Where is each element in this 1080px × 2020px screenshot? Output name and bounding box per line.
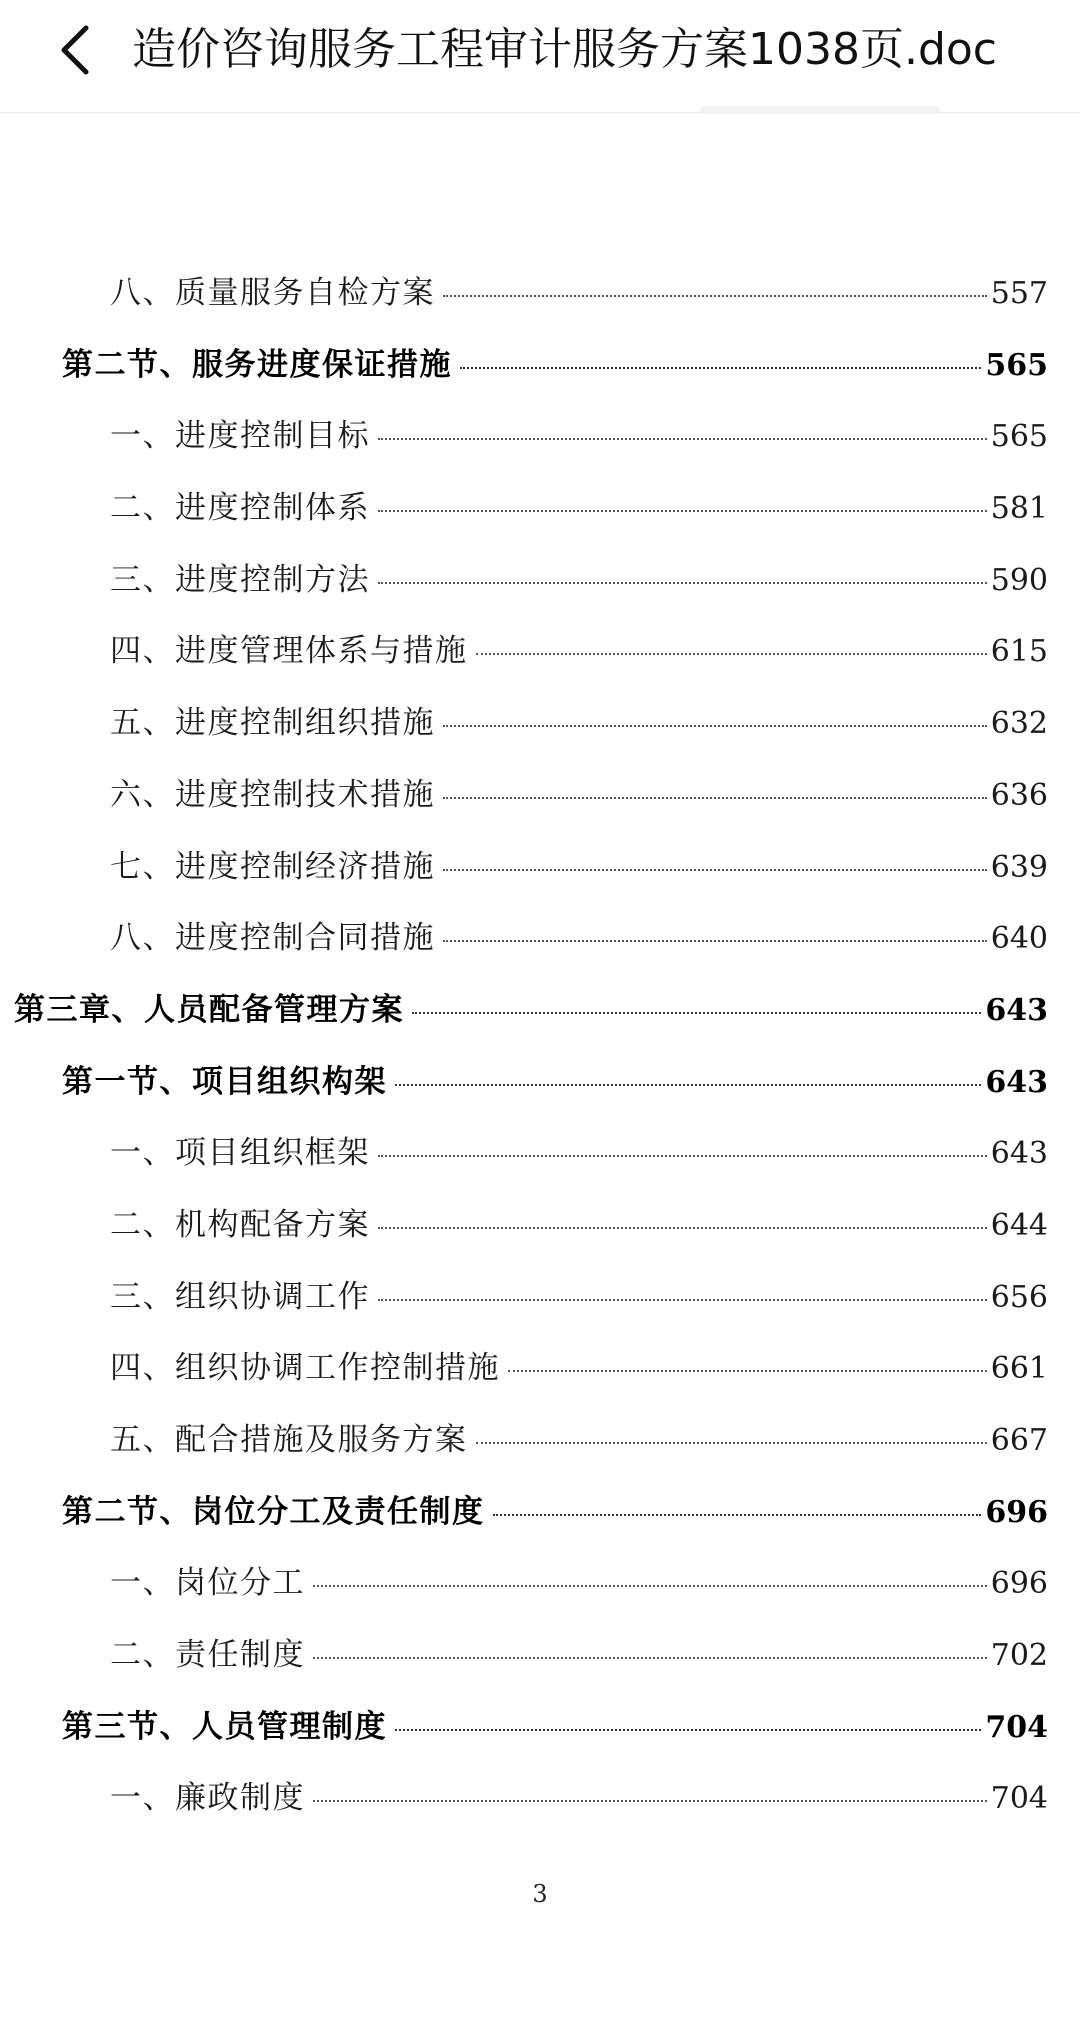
- toc-entry-item[interactable]: [0, 1615, 1080, 1687]
- dot-leader: [378, 1299, 987, 1301]
- chevron-left-icon: [56, 22, 96, 78]
- toc-entry-row: [110, 482, 1048, 526]
- dot-leader: [378, 438, 987, 440]
- toc-entry-title: 第一节、项目组织构架: [62, 1063, 387, 1100]
- dot-leader: [443, 797, 987, 799]
- toc-entry-row: [110, 1629, 1048, 1673]
- toc-entry-title: 第二节、岗位分工及责任制度: [62, 1493, 485, 1530]
- toc-entry-chapter[interactable]: [0, 970, 1080, 1042]
- toc-entry-title: 五、配合措施及服务方案: [110, 1422, 468, 1458]
- toc-entry-page: 565: [990, 419, 1048, 455]
- top-app-bar: [0, 0, 1080, 113]
- toc-entry-page: 656: [990, 1279, 1048, 1315]
- toc-entry-title: 二、机构配备方案: [110, 1206, 370, 1243]
- toc-entry-section[interactable]: [0, 1687, 1080, 1759]
- toc-entry-row: [110, 1557, 1048, 1601]
- toc-entry-title: 八、进度控制合同措施: [110, 920, 435, 957]
- document-title: 造价咨询服务工程审计服务方案1038页.doc: [132, 24, 998, 75]
- toc-entry-title: 一、廉政制度: [110, 1780, 305, 1817]
- dot-leader: [313, 1585, 987, 1587]
- table-of-contents: [0, 253, 1080, 1830]
- toc-entry-title: 第三节、人员管理制度: [62, 1708, 387, 1745]
- dot-leader: [313, 1800, 987, 1802]
- toc-entry-page: 702: [990, 1638, 1048, 1674]
- toc-entry-page: 696: [985, 1494, 1048, 1530]
- toc-entry-row: [14, 984, 1048, 1028]
- toc-entry-row: [110, 554, 1048, 598]
- toc-entry-title: 一、岗位分工: [110, 1565, 305, 1602]
- page-number: 3: [532, 1880, 548, 1908]
- toc-entry-row: [110, 1199, 1048, 1243]
- toc-entry-row: [62, 1486, 1048, 1530]
- toc-entry-title: 八、质量服务自检方案: [110, 275, 435, 311]
- toc-entry-page: 661: [990, 1351, 1048, 1387]
- toc-entry-section[interactable]: [0, 1472, 1080, 1544]
- toc-entry-row: [110, 410, 1048, 454]
- dot-leader: [443, 295, 987, 297]
- dot-leader: [378, 1227, 987, 1229]
- toc-entry-row: [110, 769, 1048, 813]
- header-shadow: [700, 106, 940, 114]
- toc-entry-page: 667: [990, 1423, 1048, 1458]
- toc-entry-page: 590: [990, 562, 1048, 598]
- toc-entry-row: [110, 841, 1048, 885]
- toc-entry-title: 一、项目组织框架: [110, 1135, 370, 1172]
- toc-entry-row: [110, 1127, 1048, 1171]
- toc-entry-item[interactable]: [0, 540, 1080, 612]
- toc-entry-page: 565: [985, 347, 1048, 383]
- toc-entry-page: 636: [990, 777, 1048, 813]
- toc-entry-page: 704: [985, 1709, 1048, 1745]
- toc-entry-title: 第三章、人员配备管理方案: [14, 991, 404, 1028]
- toc-entry-page: 704: [990, 1781, 1048, 1817]
- toc-entry-row: [110, 1772, 1048, 1816]
- toc-entry-item[interactable]: [0, 1400, 1080, 1472]
- toc-entry-row: [110, 1342, 1048, 1386]
- dot-leader: [378, 1155, 987, 1157]
- toc-entry-page: 696: [990, 1566, 1048, 1602]
- toc-entry-row: [110, 697, 1048, 741]
- toc-entry-section[interactable]: [0, 325, 1080, 397]
- toc-entry-item[interactable]: [0, 1113, 1080, 1185]
- toc-entry-title: 二、进度控制体系: [110, 490, 370, 527]
- toc-entry-page: 581: [990, 491, 1048, 527]
- toc-entry-title: 七、进度控制经济措施: [110, 848, 435, 885]
- dot-leader: [395, 1084, 981, 1086]
- dot-leader: [443, 725, 987, 727]
- dot-leader: [313, 1657, 987, 1659]
- dot-leader: [443, 940, 987, 942]
- toc-entry-row: [110, 625, 1048, 669]
- toc-entry-title: 一、进度控制目标: [110, 418, 370, 455]
- toc-entry-title: 第二节、服务进度保证措施: [62, 346, 452, 383]
- dot-leader: [412, 1012, 981, 1014]
- toc-entry-title: 五、进度控制组织措施: [110, 705, 435, 742]
- toc-entry-row: [110, 1271, 1048, 1315]
- toc-entry-item[interactable]: [0, 755, 1080, 827]
- toc-entry-item[interactable]: [0, 1328, 1080, 1400]
- toc-entry-row: [62, 1056, 1048, 1100]
- dot-leader: [378, 582, 987, 584]
- toc-entry-title: 二、责任制度: [110, 1637, 305, 1674]
- toc-entry-item[interactable]: [0, 1185, 1080, 1257]
- toc-entry-title: 四、进度管理体系与措施: [110, 633, 468, 670]
- toc-entry-row: [110, 912, 1048, 956]
- toc-entry-item[interactable]: [0, 683, 1080, 755]
- dot-leader: [476, 653, 987, 655]
- toc-entry-item[interactable]: [0, 827, 1080, 899]
- toc-entry-item[interactable]: [0, 898, 1080, 970]
- toc-entry-item[interactable]: [0, 396, 1080, 468]
- toc-entry-page: 639: [990, 849, 1048, 885]
- toc-entry-row: [110, 1414, 1048, 1458]
- toc-entry-title: 三、组织协调工作: [110, 1278, 370, 1315]
- toc-entry-row: [62, 339, 1048, 383]
- toc-entry-item[interactable]: [0, 1257, 1080, 1329]
- dot-leader: [443, 869, 987, 871]
- toc-entry-row: [62, 1701, 1048, 1745]
- toc-entry-title: 六、进度控制技术措施: [110, 776, 435, 813]
- dot-leader: [460, 367, 981, 369]
- toc-entry-item[interactable]: [0, 611, 1080, 683]
- toc-entry-page: 632: [990, 706, 1048, 742]
- back-button[interactable]: [40, 14, 112, 86]
- toc-entry-page: 643: [990, 1136, 1048, 1172]
- dot-leader: [508, 1370, 987, 1372]
- toc-entry-item[interactable]: [0, 1543, 1080, 1615]
- toc-entry-page: 643: [985, 992, 1048, 1028]
- toc-entry-title: 四、组织协调工作控制措施: [110, 1350, 500, 1387]
- toc-entry-row: [110, 267, 1048, 311]
- toc-entry-page: 644: [990, 1207, 1048, 1243]
- toc-entry-page: 643: [985, 1064, 1048, 1100]
- toc-entry-page: 640: [990, 921, 1048, 957]
- dot-leader: [493, 1514, 982, 1516]
- dot-leader: [378, 510, 987, 512]
- toc-entry-item[interactable]: [0, 1758, 1080, 1830]
- toc-entry-page: 557: [990, 276, 1048, 311]
- toc-entry-page: 615: [990, 634, 1048, 670]
- dot-leader: [395, 1729, 981, 1731]
- dot-leader: [476, 1442, 987, 1444]
- toc-entry-section[interactable]: [0, 1042, 1080, 1114]
- toc-entry-item[interactable]: [0, 468, 1080, 540]
- toc-entry-item[interactable]: [0, 253, 1080, 325]
- toc-entry-title: 三、进度控制方法: [110, 561, 370, 598]
